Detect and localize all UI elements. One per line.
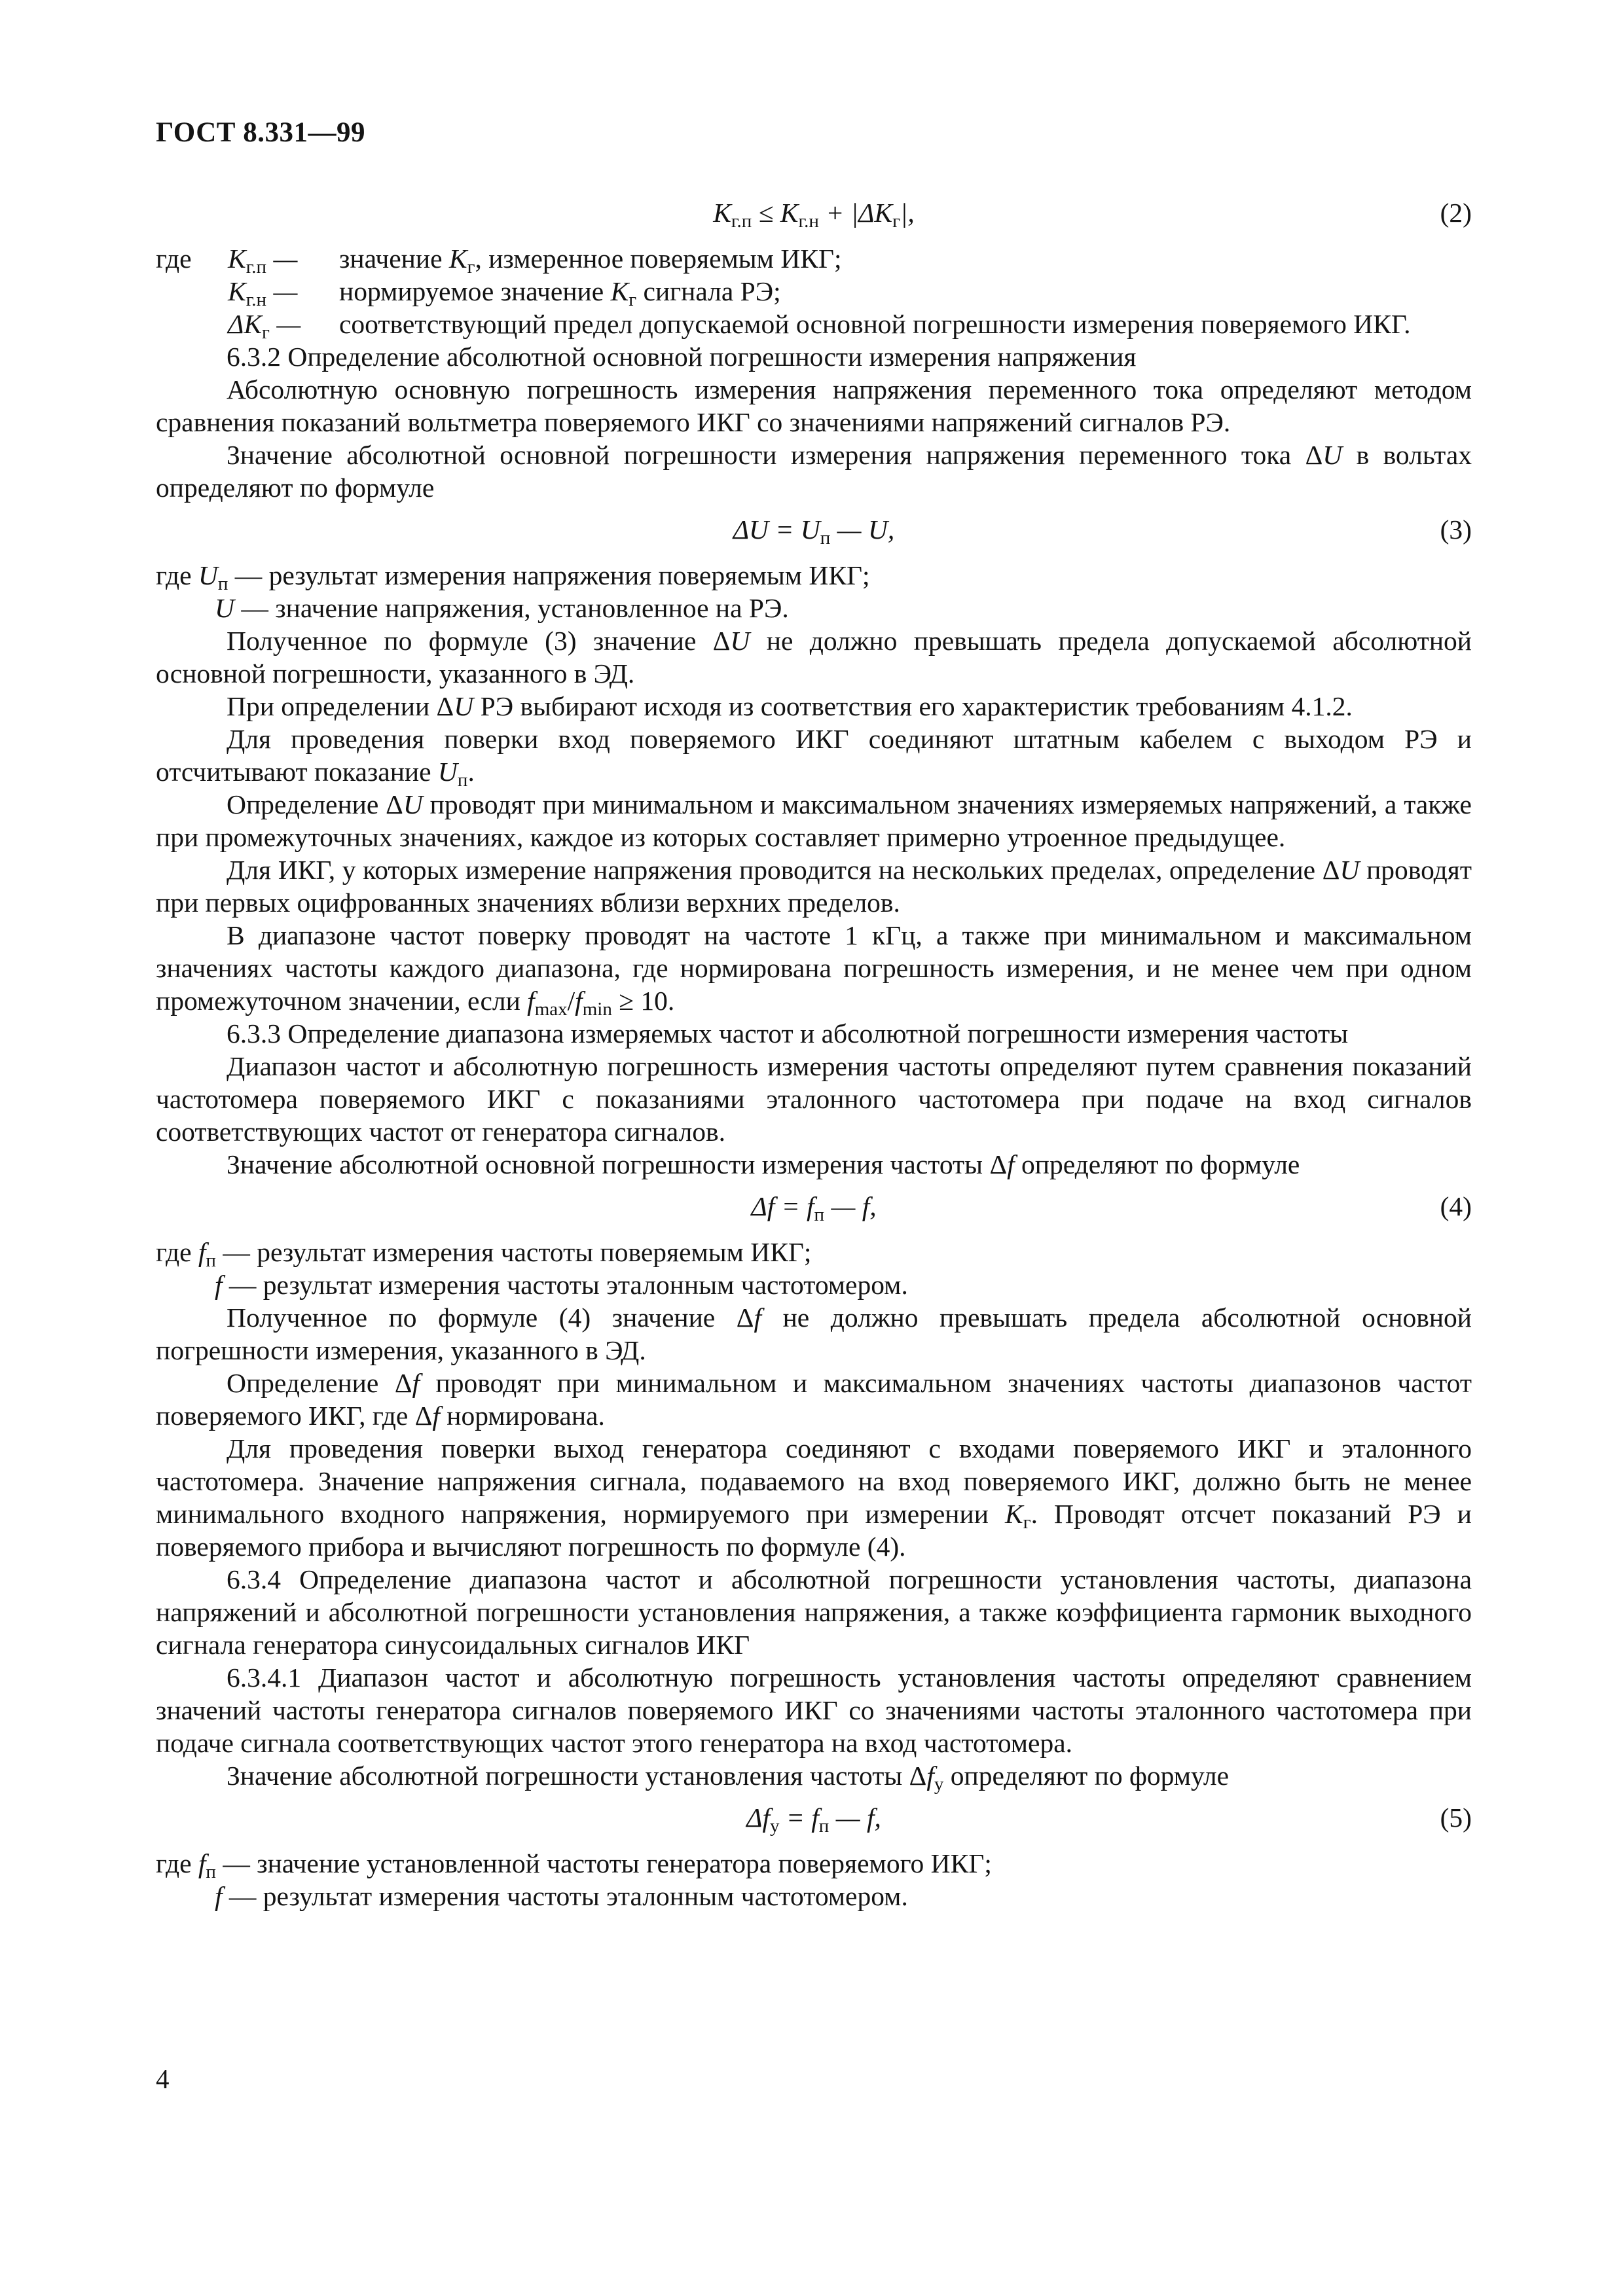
formula-2-number: (2) xyxy=(1440,198,1472,228)
formula-5 xyxy=(156,1801,1472,1840)
document-body xyxy=(156,187,1472,1912)
definition-row xyxy=(156,242,1472,278)
paragraph: Полученное по формуле (4) значение Δf не должно превышать предела абсолютной основной погрешности измерения, указанного в ЭД. xyxy=(156,1302,1472,1365)
definition-text: соответствующий предел допускаемой основной погрешности измерения поверяемого ИКГ. xyxy=(339,309,1411,339)
paragraph: Для проведения поверки выход генератора соединяют с входами поверяемого ИКГ и эталонного частотомера. Значение напряжения сигнала, подаваемого на вход поверяемого ИКГ, должно быть не менее минимального входного напряжения, нормируемого при измерении $K_г$. Проводят отсчет показаний РЭ и поверяемого прибора и вычисляют погрешность по формуле (4). xyxy=(156,1433,1472,1562)
paragraph: Значение абсолютной основной погрешности измерения частоты Δf определяют по формуле xyxy=(227,1149,1300,1179)
formula-2-definitions xyxy=(156,242,1472,343)
definition-symbol: $\Delta K_г$ — xyxy=(228,309,301,343)
formula-3 xyxy=(156,513,1472,552)
formula-4-definition: f — результат измерения частоты эталонным частотомером. xyxy=(215,1270,908,1300)
paragraph: Полученное по формуле (3) значение ΔU не должно превышать предела допускаемой абсолютной основной погрешности, указанного в ЭД. xyxy=(156,626,1472,689)
formula-2 xyxy=(156,196,1472,236)
definition-lead xyxy=(156,308,228,340)
paragraph: При определении ΔU РЭ выбирают исходя из соответствия его характеристик требованиям 4.1.2. xyxy=(227,691,1353,721)
paragraph: В диапазоне частот поверку проводят на частоте 1 кГц, а также при минимальном и максимальном значениях частоты каждого диапазона, где нормирована погрешность измерения, и не менее чем при одном промежуточном значении, если $f_{max}/f_{min} \ge 10$. xyxy=(156,920,1472,1020)
definition-text: значение $K_г$, измеренное поверяемым ИКГ; xyxy=(339,243,842,278)
section-title-6-3-2: 6.3.2 Определение абсолютной основной погрешности измерения напряжения xyxy=(227,342,1137,372)
definition-row xyxy=(156,308,1472,343)
paragraph: Значение абсолютной основной погрешности измерения напряжения переменного тока ΔU в вольтах определяют по формуле xyxy=(156,440,1472,503)
paragraph: Определение ΔU проводят при минимальном и максимальном значениях измеряемых напряжений, а также при промежуточных значениях, каждое из которых составляет примерно утроенное предыдущее. xyxy=(156,789,1472,852)
formula-5-expression: $\Delta f_у = f_п$ — f, xyxy=(746,1803,881,1837)
section-title-6-3-3: 6.3.3 Определение диапазона измеряемых частот и абсолютной погрешности измерения частоты xyxy=(227,1018,1349,1049)
formula-5-definition: где $f_п$ — значение установленной частоты генератора поверяемого ИКГ; xyxy=(156,1848,992,1882)
formula-4 xyxy=(156,1190,1472,1229)
definition-symbol: $K_{г.п}$ — xyxy=(228,243,298,278)
paragraph: Для ИКГ, у которых измерение напряжения проводится на нескольких пределах, определение ΔU проводят при первых оцифрованных значениях вблизи верхних пределов. xyxy=(156,855,1472,918)
formula-5-number: (5) xyxy=(1440,1803,1472,1833)
definition-row xyxy=(156,275,1472,308)
formula-3-definition: где $U_п$ — результат измерения напряжения поверяемым ИКГ; xyxy=(156,560,870,594)
formula-5-definition: f — результат измерения частоты эталонным частотомером. xyxy=(215,1881,908,1911)
definition-lead: где xyxy=(156,243,192,274)
formula-4-definition: где $f_п$ — результат измерения частоты поверяемым ИКГ; xyxy=(156,1237,812,1271)
paragraph: Для проведения поверки вход поверяемого ИКГ соединяют штатным кабелем с выходом РЭ и отсчитывают показание $U_п$. xyxy=(156,724,1472,791)
paragraph: Определение Δf проводят при минимальном и максимальном значениях частоты диапазонов частот поверяемого ИКГ, где Δf нормирована. xyxy=(156,1368,1472,1431)
page-number: 4 xyxy=(156,2064,170,2094)
formula-3-number: (3) xyxy=(1440,514,1472,545)
paragraph: 6.3.4.1 Диапазон частот и абсолютную погрешность установления частоты определяют сравнением значений частоты генератора сигналов поверяемого ИКГ со значениями частоты эталонного частотомера при подаче сигнала соответствующих частот этого генератора на вход частотомера. xyxy=(156,1662,1472,1758)
document-header: ГОСТ 8.331—99 xyxy=(156,117,365,148)
paragraph: Диапазон частот и абсолютную погрешность измерения частоты определяют путем сравнения показаний частотомера поверяемого ИКГ с показаниями эталонного частотомера при подаче на вход сигналов соответствующих частот от генератора сигналов. xyxy=(156,1051,1472,1147)
paragraph: Абсолютную основную погрешность измерения напряжения переменного тока определяют методом сравнения показаний вольтметра поверяемого ИКГ со значениями напряжений сигналов РЭ. xyxy=(156,374,1472,437)
formula-3-definition: U — значение напряжения, установленное на РЭ. xyxy=(215,593,789,623)
formula-2-expression: $K_{г.п} \le K_{г.н} + |\Delta K_г|$, xyxy=(713,198,915,232)
formula-4-number: (4) xyxy=(1440,1191,1472,1221)
paragraph: Значение абсолютной погрешности установления частоты $\Delta f_у$ определяют по формуле xyxy=(227,1761,1230,1795)
definition-symbol: $K_{г.н}$ — xyxy=(228,276,298,310)
definition-text: нормируемое значение $K_г$ сигнала РЭ; xyxy=(339,276,781,310)
definition-lead xyxy=(156,275,228,308)
formula-4-expression: $\Delta f = f_п$ — f, xyxy=(751,1191,877,1225)
section-title-6-3-4: 6.3.4 Определение диапазона частот и абсолютной погрешности установления частоты, диапазона напряжений и абсолютной погрешности установления напряжения, а также коэффициента гармоник выходного сигнала генератора синусоидальных сигналов ИКГ xyxy=(156,1564,1472,1660)
formula-3-expression: $\Delta U = U_п$ — U, xyxy=(733,514,895,548)
